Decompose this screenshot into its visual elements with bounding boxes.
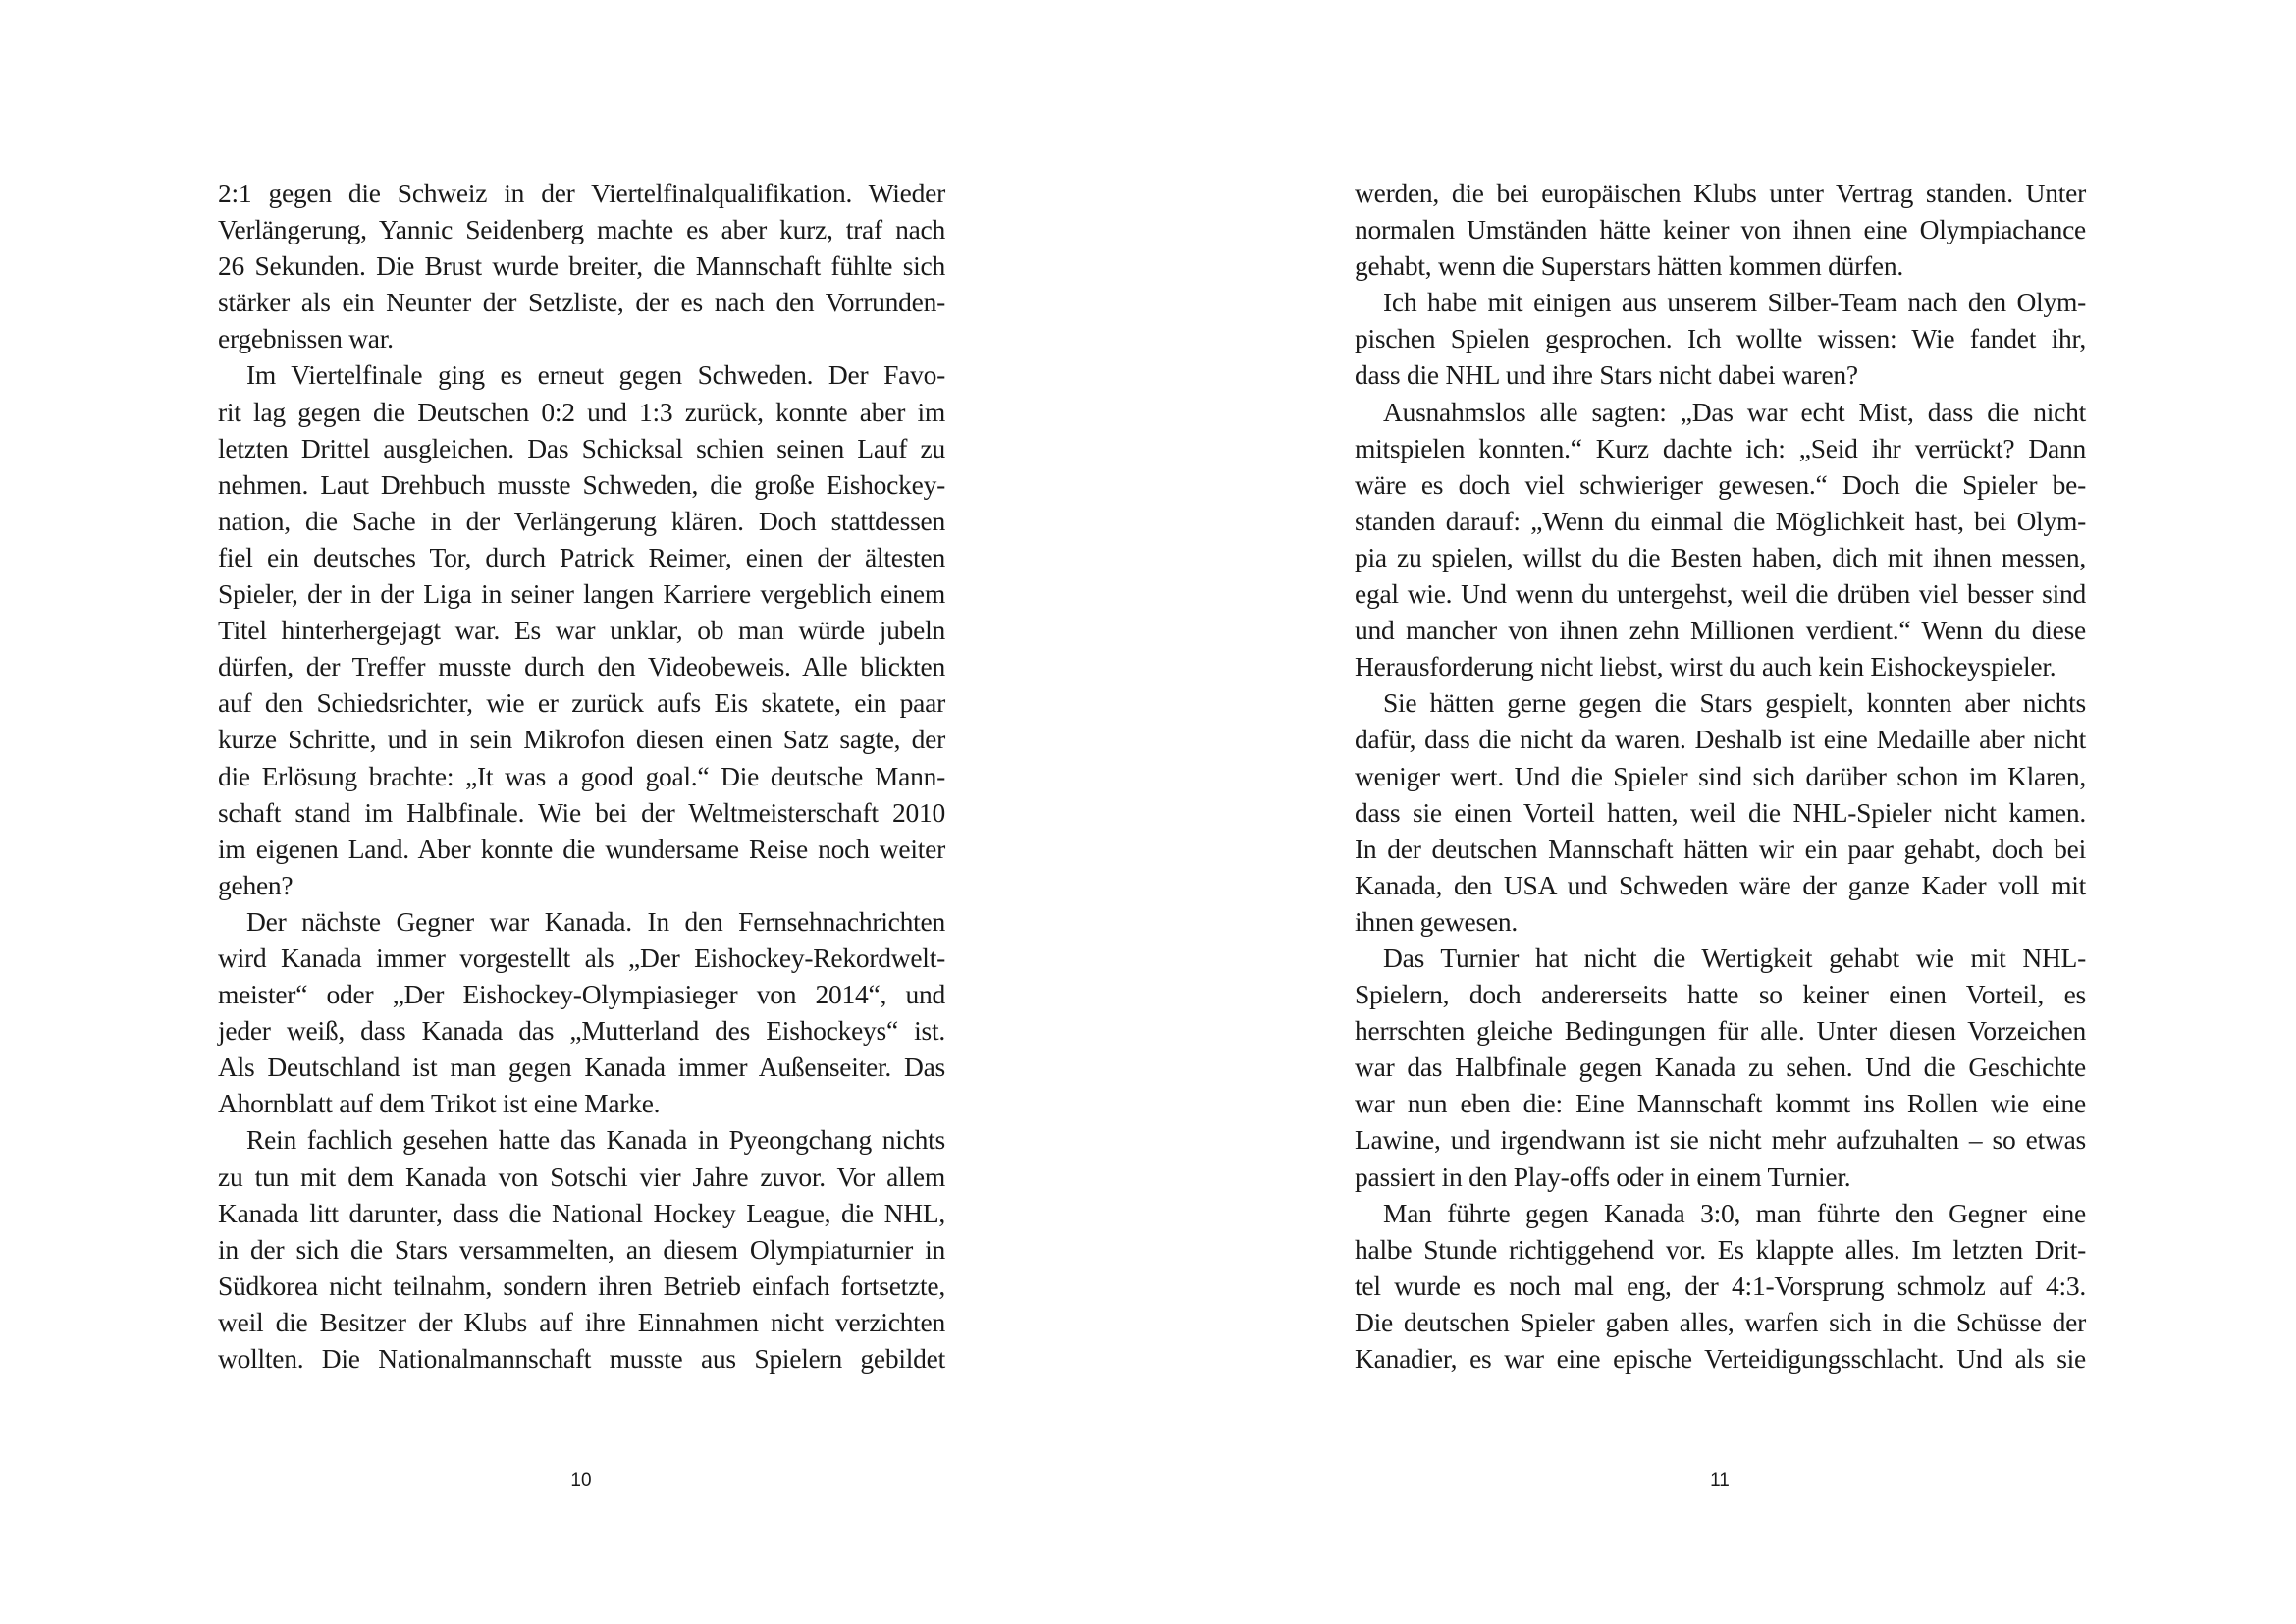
text-line: weil die Besitzer der Klubs auf ihre Einnahmen nicht verzichten bbox=[218, 1306, 945, 1337]
page-number-right: 11 bbox=[1710, 1470, 1730, 1490]
text-line: rit lag gegen die Deutschen 0:2 und 1:3 zurück, konnte aber im bbox=[218, 396, 945, 427]
text-line: meister“ oder „Der Eishockey-Olympiasieger von 2014“, und bbox=[218, 979, 945, 1010]
text-line: passiert in den Play-offs oder in einem Turnier. bbox=[1355, 1161, 1851, 1192]
text-line: Herausforderung nicht liebst, wirst du auch kein Eishockeyspieler. bbox=[1355, 651, 2056, 682]
left-page-text bbox=[218, 175, 945, 1377]
text-line: dafür, dass die nicht da waren. Deshalb ist eine Medaille aber nicht bbox=[1355, 724, 2086, 755]
text-line: dass sie einen Vorteil hatten, weil die NHL-Spieler nicht kamen. bbox=[1355, 796, 2086, 828]
text-line: Verlängerung, Yannic Seidenberg machte es aber kurz, traf nach bbox=[218, 214, 945, 245]
text-line: gehabt, wenn die Superstars hätten kommen dürfen. bbox=[1355, 250, 1903, 282]
text-line: standen darauf: „Wenn du einmal die Möglichkeit hast, bei Olym- bbox=[1355, 505, 2086, 536]
text-line: 26 Sekunden. Die Brust wurde breiter, die Mannschaft fühlte sich bbox=[218, 250, 945, 282]
text-line: nehmen. Laut Drehbuch musste Schweden, die große Eishockey- bbox=[218, 468, 945, 500]
text-line: Man führte gegen Kanada 3:0, man führte den Gegner eine bbox=[1383, 1197, 2086, 1228]
text-line: Ahornblatt auf dem Trikot ist eine Marke. bbox=[218, 1088, 661, 1119]
text-line: in der sich die Stars versammelten, an diesem Olympiaturnier in bbox=[218, 1233, 945, 1265]
text-line: Südkorea nicht teilnahm, sondern ihren Betrieb einfach fortsetzte, bbox=[218, 1270, 945, 1301]
text-line: dürfen, der Treffer musste durch den Videobeweis. Alle blickten bbox=[218, 651, 945, 682]
text-line: ergebnissen war. bbox=[218, 323, 394, 354]
text-line: Das Turnier hat nicht die Wertigkeit gehabt wie mit NHL- bbox=[1383, 942, 2086, 973]
text-line: und mancher von ihnen zehn Millionen verdient.“ Wenn du diese bbox=[1355, 615, 2086, 646]
text-line: Kanada litt darunter, dass die National Hockey League, die NHL, bbox=[218, 1197, 945, 1228]
text-line: gehen? bbox=[218, 869, 294, 900]
text-line: Titel hinterhergejagt war. Es war unklar, ob man würde jubeln bbox=[218, 615, 945, 646]
text-line: Spielern, doch andererseits hatte so keiner einen Vorteil, es bbox=[1355, 979, 2086, 1010]
text-line: Die deutschen Spieler gaben alles, warfen sich in die Schüsse der bbox=[1355, 1306, 2086, 1337]
page-number-left: 10 bbox=[570, 1470, 592, 1490]
text-line: ihnen gewesen. bbox=[1355, 905, 1519, 937]
text-line: nation, die Sache in der Verlängerung klären. Doch stattdessen bbox=[218, 505, 945, 536]
text-line: Ausnahmslos alle sagten: „Das war echt Mist, dass die nicht bbox=[1383, 396, 2086, 427]
text-line: Kanadier, es war eine epische Verteidigungsschlacht. Und als sie bbox=[1355, 1343, 2086, 1374]
text-line: weniger wert. Und die Spieler sind sich darüber schon im Klaren, bbox=[1355, 760, 2086, 791]
text-line: Als Deutschland ist man gegen Kanada immer Außenseiter. Das bbox=[218, 1052, 945, 1083]
text-line: mitspielen konnten.“ Kurz dachte ich: „Seid ihr verrückt? Dann bbox=[1355, 432, 2086, 463]
text-line: werden, die bei europäischen Klubs unter Vertrag standen. Unter bbox=[1355, 178, 2086, 208]
text-line: schaft stand im Halbfinale. Wie bei der Weltmeisterschaft 2010 bbox=[218, 796, 945, 828]
text-line: normalen Umständen hätte keiner von ihnen eine Olympiachance bbox=[1355, 214, 2086, 245]
text-line: wollten. Die Nationalmannschaft musste aus Spielern gebildet bbox=[218, 1343, 945, 1374]
text-line: die Erlösung brachte: „It was a good goal.“ Die deutsche Mann- bbox=[218, 760, 945, 791]
text-line: egal wie. Und wenn du untergehst, weil die drüben viel besser sind bbox=[1355, 578, 2086, 610]
text-line: kurze Schritte, und in sein Mikrofon diesen einen Satz sagte, der bbox=[218, 724, 945, 755]
text-line: 2:1 gegen die Schweiz in der Viertelfinalqualifikation. Wieder bbox=[218, 178, 945, 208]
text-line: Kanada, den USA und Schweden wäre der ganze Kader voll mit bbox=[1355, 869, 2086, 900]
text-line: war das Halbfinale gegen Kanada zu sehen. Und die Geschichte bbox=[1355, 1052, 2086, 1083]
text-line: Im Viertelfinale ging es erneut gegen Schweden. Der Favo- bbox=[246, 359, 945, 391]
text-line: herrschten gleiche Bedingungen für alle. Unter diesen Vorzeichen bbox=[1355, 1015, 2086, 1047]
text-line: Lawine, und irgendwann ist sie nicht mehr aufzuhalten – so etwas bbox=[1355, 1124, 2086, 1156]
text-line: auf den Schiedsrichter, wie er zurück aufs Eis skatete, ein paar bbox=[218, 687, 945, 719]
text-line: wird Kanada immer vorgestellt als „Der Eishockey-Rekordwelt- bbox=[218, 942, 945, 973]
text-line: Der nächste Gegner war Kanada. In den Fernsehnachrichten bbox=[246, 905, 945, 937]
text-line: fiel ein deutsches Tor, durch Patrick Reimer, einen der ältesten bbox=[218, 541, 945, 572]
text-line: Sie hätten gerne gegen die Stars gespielt, konnten aber nichts bbox=[1383, 687, 2086, 719]
right-page bbox=[1148, 0, 2296, 1624]
text-line: Spieler, der in der Liga in seiner langen Karriere vergeblich einem bbox=[218, 578, 945, 610]
text-line: pischen Spielen gesprochen. Ich wollte wissen: Wie fandet ihr, bbox=[1355, 323, 2086, 354]
text-line: tel wurde es noch mal eng, der 4:1-Vorsprung schmolz auf 4:3. bbox=[1355, 1270, 2086, 1301]
text-line: Rein fachlich gesehen hatte das Kanada in Pyeongchang nichts bbox=[246, 1124, 945, 1156]
text-line: letzten Drittel ausgleichen. Das Schicksal schien seinen Lauf zu bbox=[218, 432, 945, 463]
text-line: jeder weiß, dass Kanada das „Mutterland des Eishockeys“ ist. bbox=[218, 1015, 945, 1047]
text-line: im eigenen Land. Aber konnte die wundersame Reise noch weiter bbox=[218, 833, 945, 864]
text-line: pia zu spielen, willst du die Besten haben, dich mit ihnen messen, bbox=[1355, 541, 2086, 572]
text-line: zu tun mit dem Kanada von Sotschi vier Jahre zuvor. Vor allem bbox=[218, 1161, 945, 1192]
text-line: Ich habe mit einigen aus unserem Silber-Team nach den Olym- bbox=[1383, 287, 2086, 318]
text-line: wäre es doch viel schwieriger gewesen.“ Doch die Spieler be- bbox=[1355, 468, 2086, 500]
text-line: stärker als ein Neunter der Setzliste, der es nach den Vorrunden- bbox=[218, 287, 945, 318]
right-page-text bbox=[1355, 175, 2086, 1377]
text-line: dass die NHL und ihre Stars nicht dabei waren? bbox=[1355, 359, 1858, 391]
text-line: war nun eben die: Eine Mannschaft kommt ins Rollen wie eine bbox=[1355, 1088, 2086, 1119]
text-line: halbe Stunde richtiggehend vor. Es klappte alles. Im letzten Drit- bbox=[1355, 1233, 2086, 1265]
text-line: In der deutschen Mannschaft hätten wir ein paar gehabt, doch bei bbox=[1355, 833, 2086, 864]
